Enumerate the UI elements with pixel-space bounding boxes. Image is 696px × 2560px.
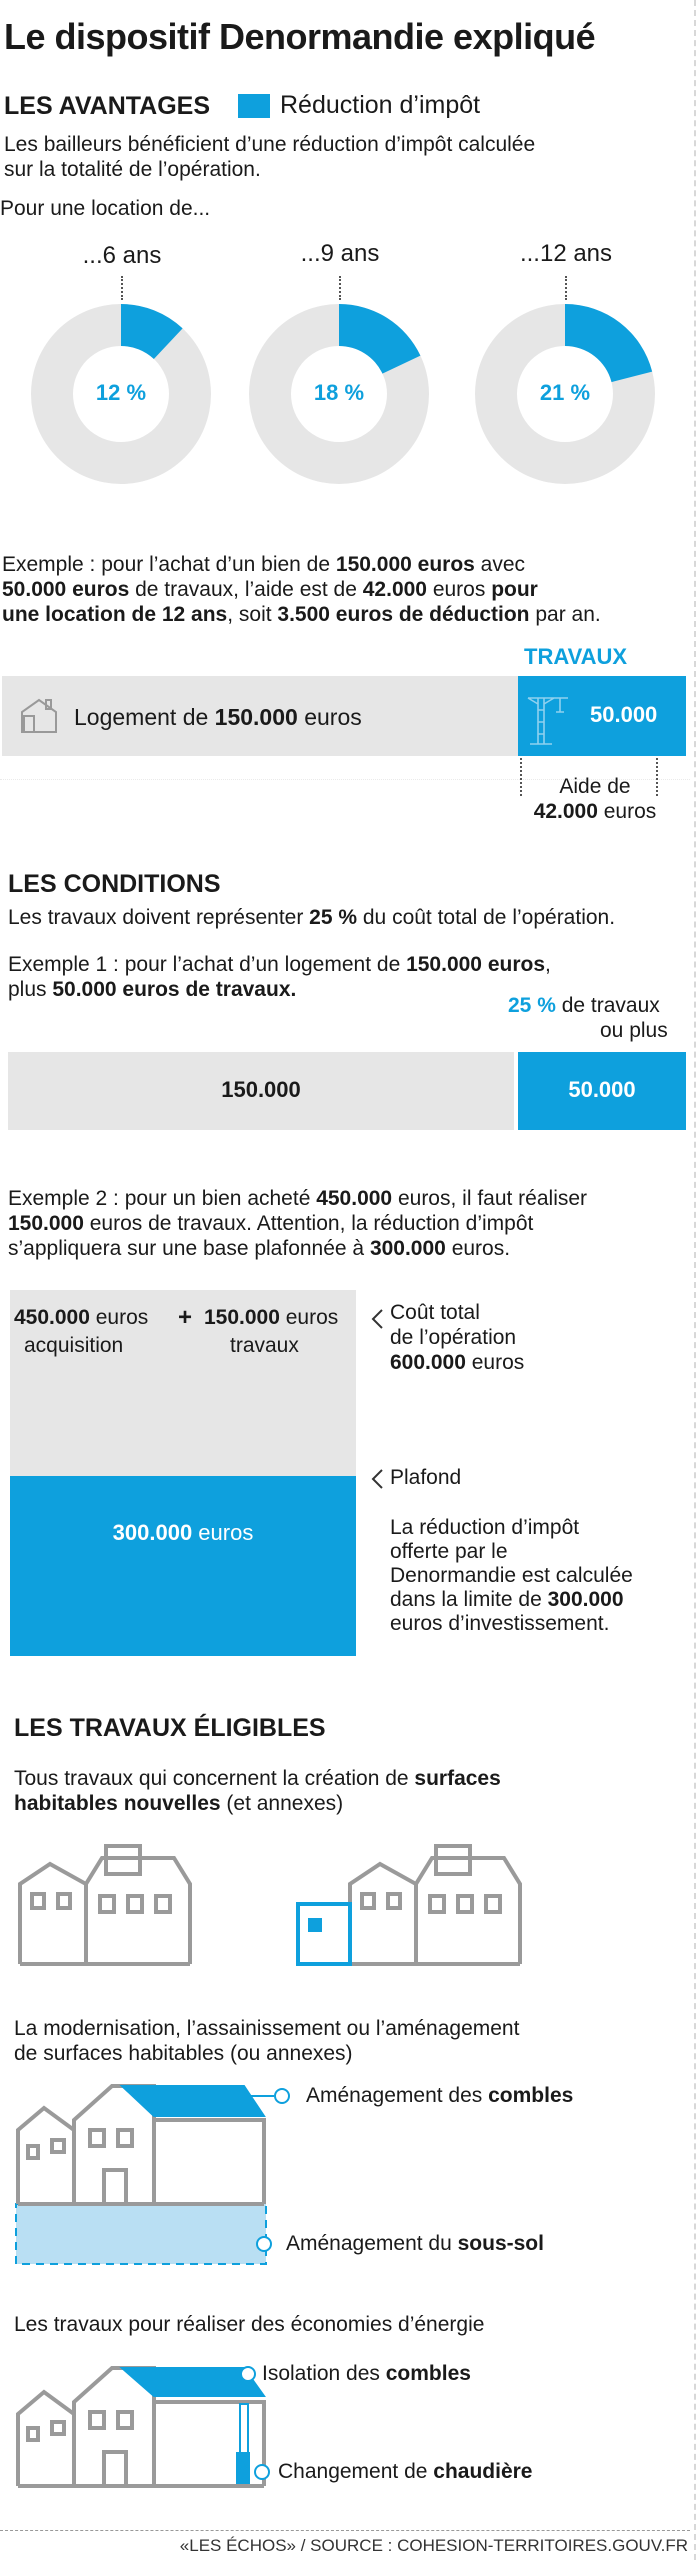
chevron-left-icon	[370, 1308, 384, 1330]
example2-line-2: 150.000 euros de travaux. Attention, la réduction d’impôt	[8, 1212, 534, 1235]
plafond-value: 300.000 euros	[112, 1520, 254, 1545]
conditions-rule: Les travaux doivent représenter 25 % du coût total de l’opération.	[8, 906, 616, 929]
legend-label: Réduction d’impôt	[280, 91, 481, 119]
acquisition-label: acquisition	[24, 1334, 124, 1357]
cout-total-value: 600.000 euros	[390, 1351, 525, 1374]
example-line-1: Exemple : pour l’achat d’un bien de 150.000 euros avec	[2, 553, 526, 576]
section-heading-avantages: LES AVANTAGES	[4, 92, 211, 120]
page-title: Le dispositif Denormandie expliqué	[4, 16, 596, 57]
acquisition-value: 450.000 euros	[14, 1306, 149, 1329]
plafond-explanation-5: euros d’investissement.	[390, 1612, 610, 1635]
intro-line-1: Les bailleurs bénéficient d’une réduction d’impôt calculée	[4, 133, 536, 156]
isolation-label: Isolation des combles	[262, 2362, 471, 2385]
travaux-s3: Les travaux pour réaliser des économies d’énergie	[14, 2313, 485, 2336]
travaux-amount-label: travaux	[230, 1334, 299, 1357]
plafond-label: Plafond	[390, 1466, 462, 1489]
donut-value-9: 18 %	[313, 380, 365, 405]
plafond-explanation-4: dans la limite de 300.000	[390, 1588, 624, 1611]
combles-pointer	[234, 2086, 294, 2106]
soussol-pointer	[254, 2234, 284, 2254]
plafond-explanation-2: offerte par le	[390, 1540, 508, 1563]
travaux-value: 50.000	[590, 702, 658, 727]
chevron-left-icon	[370, 1468, 384, 1490]
source-credit: «LES ÉCHOS» / SOURCE : COHESION-TERRITOIRES.GOUV.FR	[179, 2536, 688, 2555]
example-line-3: une location de 12 ans, soit 3.500 euros de déduction par an.	[2, 603, 601, 626]
example1-line-1: Exemple 1 : pour l’achat d’un logement de 150.000 euros,	[8, 953, 551, 976]
aide-label: Aide de	[559, 775, 631, 798]
donut-label-6: ...6 ans	[82, 242, 162, 269]
plafond-explanation-3: Denormandie est calculée	[390, 1564, 633, 1587]
pct-travaux-label: 25 % de travaux	[508, 994, 660, 1017]
aide-value: 42.000 euros	[533, 800, 657, 823]
example2-line-1: Exemple 2 : pour un bien acheté 450.000 euros, il faut réaliser	[8, 1187, 588, 1210]
combles-label: Aménagement des combles	[306, 2084, 574, 2107]
travaux-label: TRAVAUX	[524, 644, 628, 669]
donut-label-9: ...9 ans	[300, 240, 380, 267]
plus-sign: +	[178, 1304, 193, 1331]
legend-swatch	[238, 94, 270, 118]
houses-illustration-2	[14, 2080, 294, 2270]
houses-illustration-1	[14, 1842, 684, 1968]
cout-total-label-2: de l’opération	[390, 1326, 517, 1349]
isolation-pointer	[234, 2364, 264, 2384]
bar2-travaux-value: 50.000	[568, 1077, 636, 1102]
section-heading-conditions: LES CONDITIONS	[8, 870, 221, 898]
cout-total-label-1: Coût total	[390, 1301, 480, 1324]
bar2-acquisition-value: 150.000	[221, 1077, 301, 1102]
donut-value-6: 12 %	[95, 380, 147, 405]
footer-divider	[0, 2530, 690, 2531]
soussol-label: Aménagement du sous-sol	[286, 2232, 544, 2255]
donut-value-12: 21 %	[539, 380, 591, 405]
example-line-2: 50.000 euros de travaux, l’aide est de 42.000 euros pour	[2, 578, 538, 601]
travaux-amount: 150.000 euros	[204, 1306, 339, 1329]
chaudiere-pointer	[250, 2462, 280, 2482]
travaux-s2-line-1: La modernisation, l’assainissement ou l’aménagement	[14, 2017, 520, 2040]
donut-slice-2	[565, 304, 652, 382]
chaudiere-label: Changement de chaudière	[278, 2460, 533, 2483]
example1-line-2: plus 50.000 euros de travaux.	[8, 978, 297, 1001]
location-intro: Pour une location de...	[0, 197, 211, 220]
example2-line-3: s’appliquera sur une base plafonnée à 300.000 euros.	[8, 1237, 511, 1260]
pct-ou-plus: ou plus	[600, 1019, 668, 1042]
intro-line-2: sur la totalité de l’opération.	[4, 158, 261, 181]
travaux-s1-line-1: Tous travaux qui concernent la création de surfaces	[14, 1767, 501, 1790]
house-icon	[20, 698, 58, 734]
plafond-block	[10, 1476, 356, 1656]
crane-icon	[524, 690, 570, 746]
plafond-explanation-1: La réduction d’impôt	[390, 1516, 580, 1539]
travaux-s1-line-2: habitables nouvelles (et annexes)	[14, 1792, 344, 1815]
logement-text: Logement de 150.000 euros	[74, 704, 362, 730]
donut-label-12: ...12 ans	[519, 240, 613, 267]
travaux-s2-line-2: de surfaces habitables (ou annexes)	[14, 2042, 353, 2065]
section-heading-travaux: LES TRAVAUX ÉLIGIBLES	[14, 1714, 326, 1742]
